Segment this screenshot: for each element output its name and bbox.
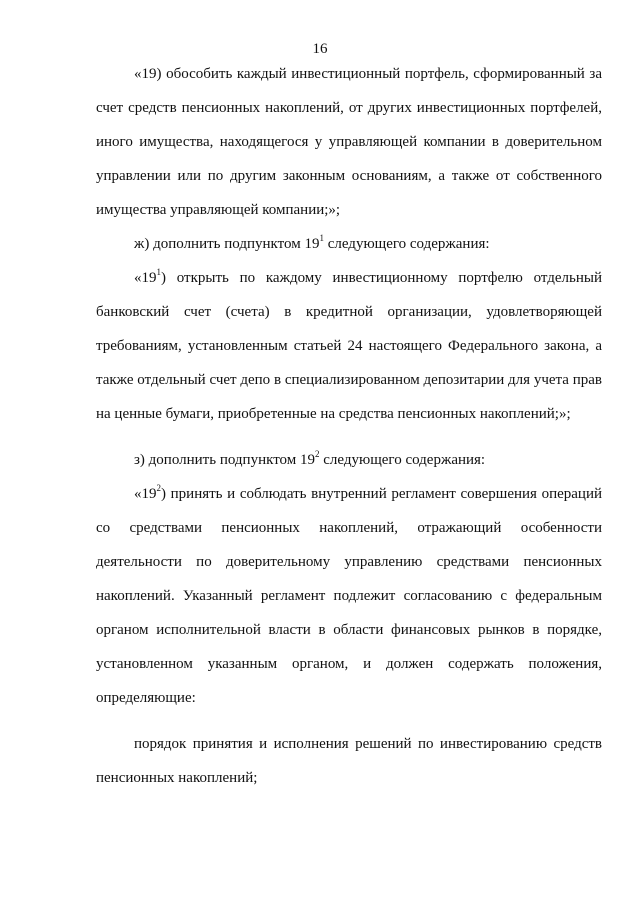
paragraph-subpoint-zh — [96, 227, 602, 261]
document-body — [96, 57, 602, 795]
superscript-number: 1 — [319, 233, 324, 243]
paragraph-text-before: «19 — [134, 486, 157, 502]
paragraph-text-after: следующего содержания: — [319, 452, 486, 468]
superscript-number: 2 — [156, 483, 161, 493]
paragraph-order-of-decisions: порядок принятия и исполнения решений по инвестированию средств пенсионных накоплений; — [96, 736, 602, 786]
paragraph-text-after: ) принять и соблюдать внутренний регламент совершения операций со средствами пенсионных накоплений, отражающий особенности деятельности по доверительному управлению средствами пенсионных накоплений. Указанный регламент подлежит согласованию с федеральным органом исполнительной власти в области финансовых рынков в порядке, установленном указанным органом, и должен содержать положения, определяющие: — [96, 486, 602, 706]
paragraph-item-19-1 — [96, 261, 602, 431]
paragraph-subpoint-z — [96, 443, 602, 477]
paragraph-text-after: ) открыть по каждому инвестиционному портфелю отдельный банковский счет (счета) в кредитной организации, удовлетворяющей требованиям, установленным статьей 24 настоящего Федерального закона, а также отдельный счет депо в специализированном депозитарии для учета прав на ценные бумаги, приобретенные на средства пенсионных накоплений;»; — [96, 270, 602, 422]
paragraph-item-19-2 — [96, 477, 602, 715]
paragraph-text-before: «19 — [134, 270, 157, 286]
paragraph-text-before: з) дополнить подпунктом 19 — [134, 452, 316, 468]
superscript-number: 2 — [315, 449, 320, 459]
paragraph-item-19: «19) обособить каждый инвестиционный портфель, сформированный за счет средств пенсионных накоплений, от других инвестиционных портфелей, иного имущества, находящегося у управляющей компании в доверительном управлении или по другим законным основаниям, а также от собственного имущества управляющей компании;»; — [96, 66, 602, 218]
paragraph-text-before: ж) дополнить подпунктом 19 — [134, 236, 320, 252]
paragraph-text-after: следующего содержания: — [323, 236, 490, 252]
page-number: 16 — [312, 41, 328, 57]
superscript-number: 1 — [156, 267, 161, 277]
